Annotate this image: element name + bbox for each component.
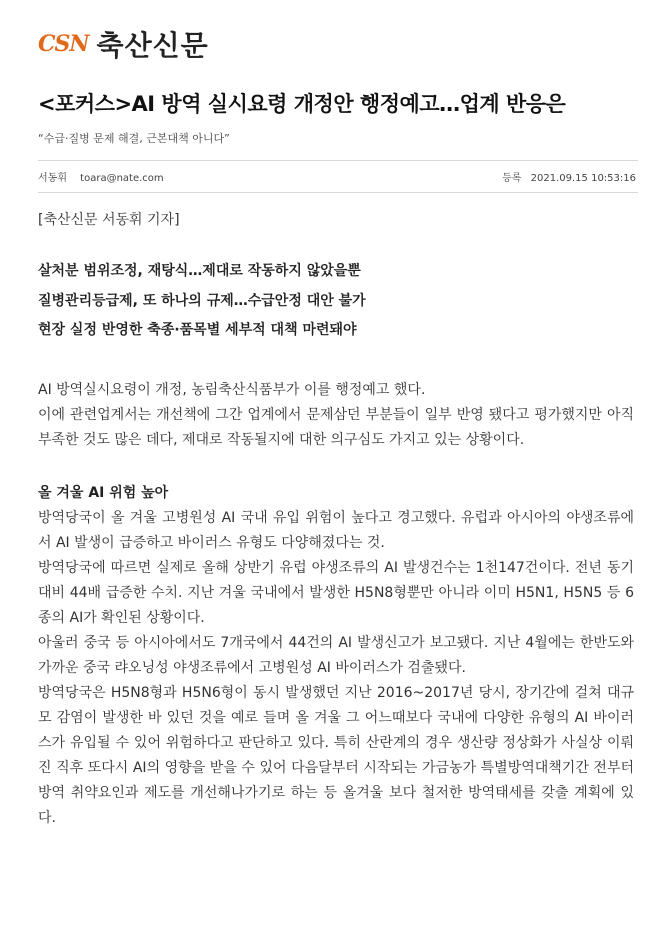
date-label: 등록 xyxy=(502,173,522,184)
body-paragraph: 방역당국이 올 겨울 고병원성 AI 국내 유입 위험이 높다고 경고했다. 유럽과 아시아의 야생조류에서 AI 발생이 급증하고 바이러스 유형도 다양해졌다는 것. xyxy=(38,509,634,551)
body-paragraph: 아울러 중국 등 아시아에서도 7개국에서 44건의 AI 발생신고가 보고됐다. 지난 4월에는 한반도와 가까운 중국 랴오닝성 야생조류에서 고병원성 AI 바이러스가 검출됐다. xyxy=(38,634,634,676)
article-subtitle: “수급·질병 문제 해결, 근본대책 아니다” xyxy=(38,132,230,145)
byline xyxy=(38,169,174,184)
article-body xyxy=(38,208,634,831)
summary-line: 질병관리등급제, 또 하나의 규제…수급안정 대안 불가 xyxy=(38,292,366,309)
section-heading: 올 겨울 AI 위험 높아 xyxy=(38,484,169,501)
author-email[interactable]: toara@nate.com xyxy=(80,173,164,184)
logo-text: 축산신문 xyxy=(96,29,209,62)
summary-line: 현장 실정 반영한 축종·품목별 세부적 대책 마련돼야 xyxy=(38,322,357,338)
date-value: 2021.09.15 10:53:16 xyxy=(530,173,636,184)
registration-date xyxy=(502,169,636,184)
body-paragraph: 이에 관련업계서는 개선책에 그간 업계에서 문제삼던 부분들이 일부 반영 됐다고 평가했지만 아직 부족한 것도 많은 데다, 제대로 작동될지에 대한 의구심도 가지고 있는 상황이다. xyxy=(38,406,634,448)
body-paragraph: 방역당국에 따르면 실제로 올해 상반기 유럽 야생조류의 AI 발생건수는 1천147건이다. 전년 동기대비 44배 급증한 수치. 지난 겨울 국내에서 발생한 H5N8형뿐만 아니라 이미 H5N1, H5N5 등 6종의 AI가 확인된 상황이다. xyxy=(38,559,634,626)
site-logo[interactable] xyxy=(38,26,209,62)
summary-line: 살처분 범위조정, 재탕식…제대로 작동하지 않았을뿐 xyxy=(38,263,361,279)
logo-mark: CSN xyxy=(38,31,89,57)
divider-top xyxy=(38,160,638,161)
body-paragraph: AI 방역실시요령이 개정, 농림축산식품부가 이를 행정예고 했다. xyxy=(38,381,426,398)
divider-bottom xyxy=(38,192,638,193)
article-title: <포커스>AI 방역 실시요령 개정안 행정예고…업계 반응은 xyxy=(38,92,566,116)
reporter-credit: [축산신문 서동휘 기자] xyxy=(38,212,180,228)
body-paragraph: 방역당국은 H5N8형과 H5N6형이 동시 발생했던 지난 2016~2017년 당시, 장기간에 걸쳐 대규모 감염이 발생한 바 있던 것을 예로 들며 올 겨울 그 어느때보다 국내에 다양한 유형의 AI 바이러스가 유입될 수 있어 위험하다고 판단하고 있다. 특히 산란계의 경우 생산량 정상화가 사실상 이뤄진 직후 또다시 AI의 영향을 받을 수 있어 다음달부터 시작되는 가금농가 특별방역대책기간 전부터 방역 취약요인과 제도를 개선해나가기로 하는 등 올겨울 보다 철저한 방역태세를 갖출 계획에 있다. xyxy=(38,684,634,826)
author-name: 서동휘 xyxy=(38,173,67,184)
article-summary xyxy=(38,257,634,346)
